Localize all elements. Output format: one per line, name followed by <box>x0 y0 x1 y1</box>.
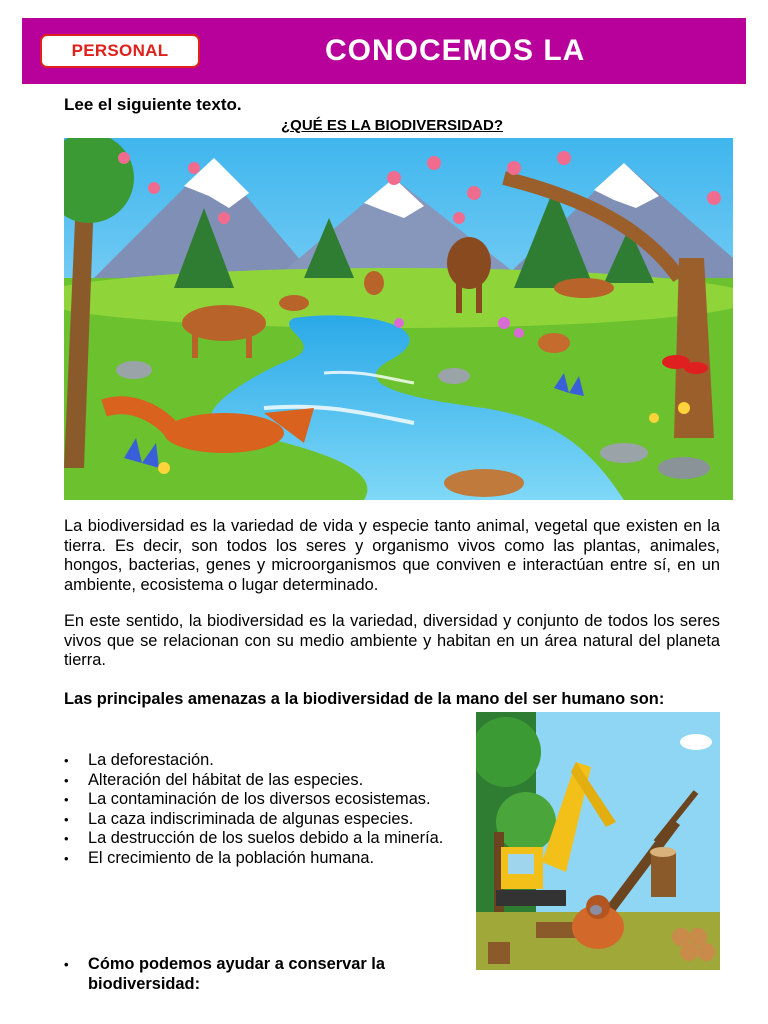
threats-list <box>64 751 464 869</box>
reading-instruction: Lee el siguiente texto. <box>64 95 242 114</box>
help-question: • Cómo podemos ayudar a conservar la biodiversidad: <box>64 955 468 994</box>
list-item: • La deforestación. <box>64 751 464 771</box>
list-item: • La destrucción de los suelos debido a la minería. <box>64 829 464 849</box>
threats-heading: Las principales amenazas a la biodiversidad de la mano del ser humano son: <box>64 690 665 708</box>
personal-badge: PERSONAL <box>40 34 200 68</box>
paragraph-definition: La biodiversidad es la variedad de vida y especie tanto animal, vegetal que existen en la tierra. Es decir, son todos los seres y organismo vivos como las plantas, animales, hongos, bacterias, genes y microorganismos que conviven e interactúan entre sí, en un ambiente, ecosistema o lugar determinado. <box>64 517 720 594</box>
paragraph-explanation: En este sentido, la biodiversidad es la variedad, diversidad y conjunto de todos los seres vivos que se relacionan con su medio ambiente y habitan en un área natural del planeta tierra. <box>64 612 720 670</box>
list-item: • La caza indiscriminada de algunas especies. <box>64 810 464 830</box>
list-item: • La contaminación de los diversos ecosistemas. <box>64 790 464 810</box>
deforestation-illustration <box>476 712 720 970</box>
header-banner <box>22 18 746 84</box>
list-item: • El crecimiento de la población humana. <box>64 849 464 869</box>
section-title: ¿QUÉ ES LA BIODIVERSIDAD? <box>281 117 503 134</box>
page-title: CONOCEMOS LA <box>325 34 586 67</box>
list-item: • Alteración del hábitat de las especies. <box>64 771 464 791</box>
biodiversity-nature-illustration <box>64 138 733 500</box>
